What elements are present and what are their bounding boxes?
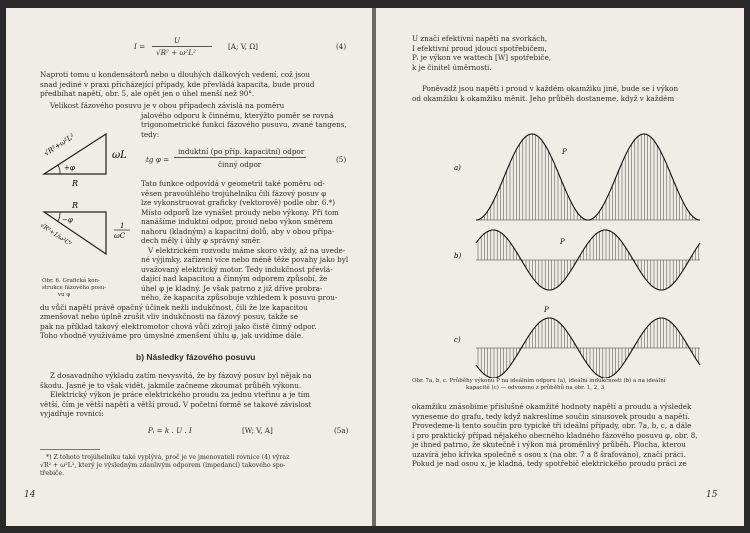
text-line: jalového odporu k činnému, kterýžto poměr se rovná xyxy=(141,110,334,120)
eq5a-text: Pᵢ = k . U . I xyxy=(148,426,192,435)
text-line: V elektrickém rozvodu máme skoro vždy, až na uvede- xyxy=(148,245,346,255)
label-a: a) xyxy=(454,164,461,172)
figure-7-power-curves xyxy=(412,116,712,378)
text-line: du vůči napětí právě opačný účinek nežli indukčnost, čili že lze kapacitou xyxy=(40,302,308,312)
eq5-fraction-bar xyxy=(174,157,306,158)
text-line: lze vykonstruovat graficky (vektorově) podle obr. 6.*) xyxy=(141,198,336,207)
angle-arc-negative xyxy=(58,212,60,221)
text-line: né výjimky, zařízení více nebo méně těže povahy jako byl xyxy=(141,255,349,264)
text-line: Místo odporů lze vynášet proudy nebo výkony. Při tom xyxy=(141,207,339,217)
label-P-c: P xyxy=(544,306,549,314)
text-line: uzavírá jeho křivka společně s osou x (na obr. 7 a 8 šrafováno), značí práci. xyxy=(412,449,686,459)
footnote-rule xyxy=(40,449,100,450)
eq4-number: (4) xyxy=(336,42,347,51)
label-c: c) xyxy=(454,336,461,344)
eq4-denominator: √R² + ω²L² xyxy=(156,48,196,57)
text-line: trigonometrické funkci fázového posuvu, zvané tangens, xyxy=(141,120,347,129)
label-wL: ωL xyxy=(112,150,127,161)
text-line: Tato funkce odpovídá v geometrii také poměru od- xyxy=(141,179,325,188)
text-line: od okamžiku k okamžiku měnit. Jeho průběh dostaneme, když v každém xyxy=(412,93,675,103)
eq4-lhs: I = xyxy=(134,42,146,51)
label-b: b) xyxy=(454,252,462,260)
text-line: Naproti tomu u kondensátorů nebo u dlouhých dálkových vedení, což jsou xyxy=(40,70,310,79)
label-P-a: P xyxy=(562,148,567,156)
text-line: Pᵢ je výkon ve wattech [W] spotřebiče, xyxy=(412,53,551,62)
page-number: 14 xyxy=(24,490,36,500)
label-z-top: √R²+ω²L² xyxy=(42,132,76,158)
text-line: pak na příklad takový elektromotor chová vůči zdroji jako čistě činný odpor. xyxy=(40,321,317,331)
text-line: je ihned patrno, že skutečně i výkon má proměnlivý průběh. Plocha, kterou xyxy=(412,440,686,449)
caption-line: kapacitě (c) — odvozeno z průběhů na obr. 1, 2, 3 xyxy=(466,385,605,391)
text-line: Toho vhodně využíváme pro úmyslné zmenšení úhlu φ, jak uvidíme dále. xyxy=(40,331,304,340)
eq4-units: [A; V, Ω] xyxy=(228,42,258,51)
curve-b-inductance xyxy=(476,230,700,290)
text-line: uvažovaný elektrický motor. Tedy indukčnost převlá- xyxy=(141,264,333,274)
label-R2: R xyxy=(72,201,79,210)
triangle-inductive xyxy=(44,134,106,174)
text-line: nanášíme induktní odpor, proud nebo výkon směrem xyxy=(141,217,333,226)
text-line: úhel φ je kladný. Je však patrno z již dříve probra- xyxy=(141,283,323,293)
text-line: Elektrický výkon je práce elektrického proudu za jednu vteřinu a je tím xyxy=(50,390,310,399)
text-line: k je činitel úměrnosti. xyxy=(412,62,492,72)
eq5-numerator: induktní (po příp. kapacitní) odpor xyxy=(178,147,305,156)
label-wC-numerator: 1 xyxy=(120,222,125,230)
text-line: Pokud je nad osou x, je kladná, tedy spotřebič elektrického proudu práci ze xyxy=(412,459,687,468)
text-line: i pro praktický případ nějakého obecného kladného fázového posuvu φ, obr. 8, xyxy=(412,430,698,440)
eq5a-units: [W; V, A] xyxy=(242,426,273,435)
text-line: větší, čím je větší napětí a větší proud. V početní formě se takové závislost xyxy=(40,399,312,409)
footnote-line: *) Z tohoto trojúhelníku také vyplývá, proč je ve jmenovateli rovnice (4) výraz xyxy=(46,454,290,461)
text-line: Velikost fázového posuvu je v obou případech závislá na poměru xyxy=(50,101,285,110)
label-R1: R xyxy=(72,179,79,188)
left-page xyxy=(6,8,372,526)
right-page xyxy=(376,8,744,526)
text-line: předbíhat napětí, obr. 5, ale opět jen o úhel menší než 90°. xyxy=(40,89,255,98)
text-line: dající nad kapacitou a činným odporem způsobí, že xyxy=(141,274,328,283)
text-line: snad jediné v praxi přicházející případy, kde převládá kapacita, bude proud xyxy=(40,79,315,89)
label-phi: +φ xyxy=(64,164,75,172)
label-P-b: P xyxy=(560,238,565,246)
text-line: věsen pravoúhlého trojúhelníku čili fázový posuv φ xyxy=(141,188,327,198)
label-z-bottom: √R²+1/ω²C² xyxy=(38,221,73,248)
page-number: 15 xyxy=(706,490,718,500)
caption-line: strukce fázového posu- xyxy=(42,285,107,291)
label-wC-denominator: ωC xyxy=(114,232,126,240)
eq5-number: (5) xyxy=(336,155,347,164)
text-line: Provedeme-li tento součin pro typické tři ideální případy, obr. 7a, b, c, a dále xyxy=(412,421,692,430)
figure-6-vector-diagram xyxy=(34,126,138,292)
eq5a-number: (5a) xyxy=(334,426,349,435)
text-line: vyjadřuje rovnicí: xyxy=(40,409,104,418)
angle-arc-positive xyxy=(58,165,60,174)
text-line: I efektivní proud jdoucí spotřebičem, xyxy=(412,43,547,53)
eq5-denominator: činný odpor xyxy=(218,160,262,169)
text-line: Poněvadž jsou napětí i proud v každém okamžiku jiné, bude se i výkon xyxy=(422,84,679,93)
text-line: zmenšovat nebo úplně zrušit vliv indukčnosti na fázový posuv, takže se xyxy=(40,312,298,321)
curve-a-resistance xyxy=(476,134,700,220)
section-heading: b) Následky fázového posuvu xyxy=(136,352,256,362)
power-curve xyxy=(476,134,700,220)
text-line: tedy: xyxy=(141,129,160,139)
text-line: vyneseme do grafu, tedy když nakreslíme součin sinusovek proudu a napětí. xyxy=(412,411,690,421)
footnote-line: √R² + ω²L², který je výsledným zdánlivým odporem (impedancí) takového spo- xyxy=(40,462,286,469)
label-phi-negative: −φ xyxy=(62,216,73,224)
eq5-lhs: tg φ = xyxy=(146,155,170,164)
text-line: ného, že kapacita způsobuje vzhledem k posuvu prou- xyxy=(141,293,338,302)
text-line: Z dosavadního výkladu zatím nevysvítá, že by fázový posuv byl nějak na xyxy=(50,371,312,380)
text-line: U značí efektivní napětí na svorkách, xyxy=(412,34,548,43)
caption-line: vu φ xyxy=(58,292,71,298)
text-line: okamžiku znásobíme příslušné okamžité hodnoty napětí a proudu a výsledek xyxy=(412,402,692,411)
caption-line: Obr. 6. Grafická kon- xyxy=(42,278,101,284)
eq4-fraction-bar xyxy=(152,46,212,47)
caption-line: Obr. 7a, b, c. Průběhy výkonu P na ideálním odporu (a), ideální indukčnosti (b) a na ideální xyxy=(412,378,666,384)
eq4-numerator: U xyxy=(174,36,181,45)
text-line: dech měly i úhly φ správný směr. xyxy=(141,236,262,245)
text-line: škodu. Jasně je to však vidět, jakmile začneme zkoumat průběh výkonu. xyxy=(40,380,302,390)
text-line: nahoru (kladným) a kapacitní dolů, aby v obou přípa- xyxy=(141,226,335,236)
curve-c-capacitance xyxy=(476,318,700,378)
footnote-line: třebiče. xyxy=(40,470,65,477)
